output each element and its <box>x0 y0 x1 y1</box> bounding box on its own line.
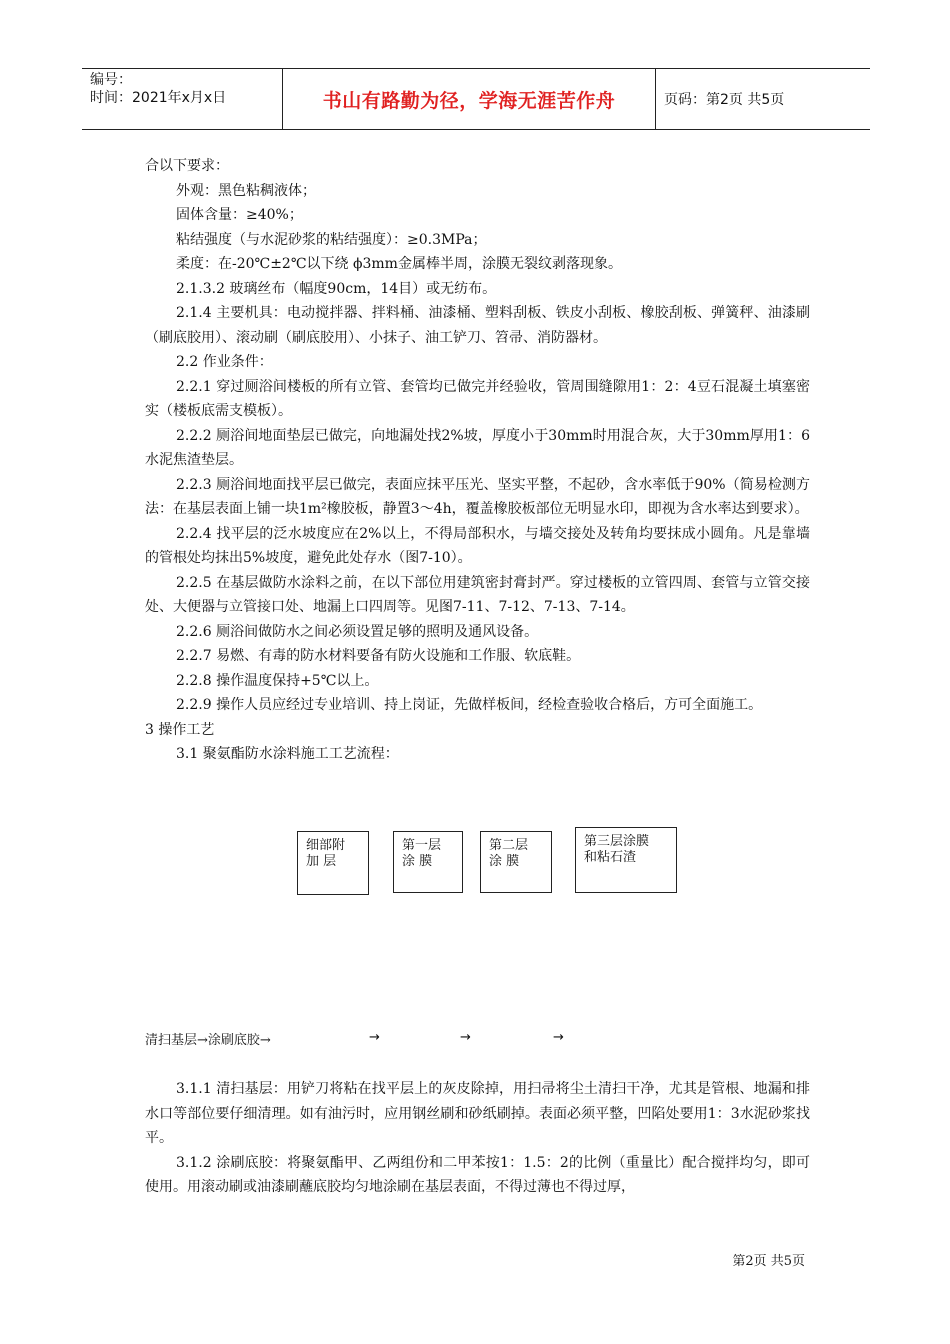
flow-box-detail-layer <box>297 831 369 895</box>
flow-box-text: 涂 膜 <box>489 854 520 869</box>
flow-box-text: 加 层 <box>306 854 337 869</box>
flow-arrow: → <box>460 1030 471 1045</box>
paragraph: 2.1.4 主要机具：电动搅拌器、拌料桶、油漆桶、塑料刮板、铁皮小刮板、橡胶刮板、弹簧秤、油漆刷（刷底胶用）、滚动刷（刷底胶用）、小抹子、油工铲刀、笤帚、消防器材。 <box>145 305 810 346</box>
paragraph: 2.2.4 找平层的泛水坡度应在2%以上，不得局部积水，与墙交接处及转角均要抹成小圆角。凡是靠墙的管根处均抹出5%坡度，避免此处存水（图7-10）。 <box>145 525 810 566</box>
paragraph: 2.2.3 厕浴间地面找平层已做完，表面应抹平压光、坚实平整，不起砂，含水率低于90%（简易检测方法：在基层表面上铺一块1m²橡胶板，静置3～4h，覆盖橡胶板部位无明显水印，即视为含水率达到要求）。 <box>145 476 810 517</box>
flow-box-first-coat <box>393 831 463 893</box>
paragraph: 固体含量：≥40%； <box>176 207 303 223</box>
document-body-continued <box>145 1077 810 1200</box>
flow-start-steps: 清扫基层→涂刷底胶→ <box>145 1033 271 1048</box>
flow-box-text: 细部附 <box>306 838 346 853</box>
header-meta <box>90 71 280 107</box>
flow-box-text: 第三层涂膜 <box>584 834 650 849</box>
paragraph: 3.1.1 清扫基层：用铲刀将粘在找平层上的灰皮除掉，用扫帚将尘土清扫干净，尤其是管根、地漏和排水口等部位要仔细清理。如有油污时，应用钢丝刷和砂纸刷掉。表面必须平整，凹陷处要用1：3水泥砂浆找平。 <box>145 1081 810 1146</box>
flow-box-text: 第二层 <box>489 838 529 853</box>
document-number-label: 编号： <box>90 72 132 88</box>
paragraph: 合以下要求： <box>145 158 229 174</box>
flow-box-third-coat <box>575 827 677 893</box>
page-footer: 第2页 共5页 <box>732 1254 805 1269</box>
paragraph: 2.2.7 易燃、有毒的防水材料要备有防火设施和工作服、软底鞋。 <box>176 648 581 664</box>
header-page-label: 页码：第2页 共5页 <box>664 92 785 108</box>
paragraph: 粘结强度（与水泥砂浆的粘结强度）：≥0.3MPa； <box>176 231 487 248</box>
section-heading: 3 操作工艺 <box>145 721 215 738</box>
paragraph: 2.2.6 厕浴间做防水之间必须设置足够的照明及通风设备。 <box>176 623 539 640</box>
paragraph: 2.2.9 操作人员应经过专业培训、持上岗证，先做样板间，经检查验收合格后，方可全面施工。 <box>176 697 763 713</box>
flow-box-second-coat <box>480 831 552 893</box>
paragraph: 外观：黑色粘稠液体； <box>176 182 316 199</box>
flow-box-text: 第一层 <box>402 838 442 853</box>
section-heading: 2.2 作业条件： <box>176 354 273 370</box>
paragraph: 2.2.2 厕浴间地面垫层已做完，向地漏处找2%坡，厚度小于30mm时用混合灰，大于30mm厚用1：6水泥焦渣垫层。 <box>145 427 810 468</box>
header-motto: 书山有路勤为径，学海无涯苦作舟 <box>282 69 656 129</box>
flow-box-text: 涂 膜 <box>402 854 433 869</box>
paragraph: 柔度：在-20℃±2℃以下绕 ϕ3mm金属棒半周，涂膜无裂纹剥落现象。 <box>176 256 622 272</box>
document-time-label: 时间：2021年x月x日 <box>90 90 227 106</box>
paragraph: 2.2.5 在基层做防水涂料之前，在以下部位用建筑密封膏封严。穿过楼板的立管四周、套管与立管交接处、大便器与立管接口处、地漏上口四周等。见图7-11、7-12、7-13、7-14。 <box>145 574 810 615</box>
flow-arrow: → <box>369 1030 380 1045</box>
paragraph: 2.1.3.2 玻璃丝布（幅度90cm，14目）或无纺布。 <box>176 280 497 297</box>
paragraph: 3.1.2 涂刷底胶：将聚氨酯甲、乙两组份和二甲苯按1：1.5：2的比例（重量比）配合搅拌均匀，即可使用。用滚动刷或油漆刷蘸底胶均匀地涂刷在基层表面，不得过薄也不得过厚， <box>145 1154 810 1195</box>
paragraph: 2.2.1 穿过厕浴间楼板的所有立管、套管均已做完并经验收，管周围缝隙用1：2：4豆石混凝土填塞密实（楼板底需支模板）。 <box>145 378 810 419</box>
flow-arrow: → <box>553 1030 564 1045</box>
paragraph: 2.2.8 操作温度保持+5℃以上。 <box>176 672 379 689</box>
flow-box-text: 和粘石渣 <box>584 850 637 865</box>
document-body <box>145 154 810 767</box>
page-header <box>82 68 870 130</box>
paragraph: 3.1 聚氨酯防水涂料施工工艺流程： <box>176 746 399 762</box>
